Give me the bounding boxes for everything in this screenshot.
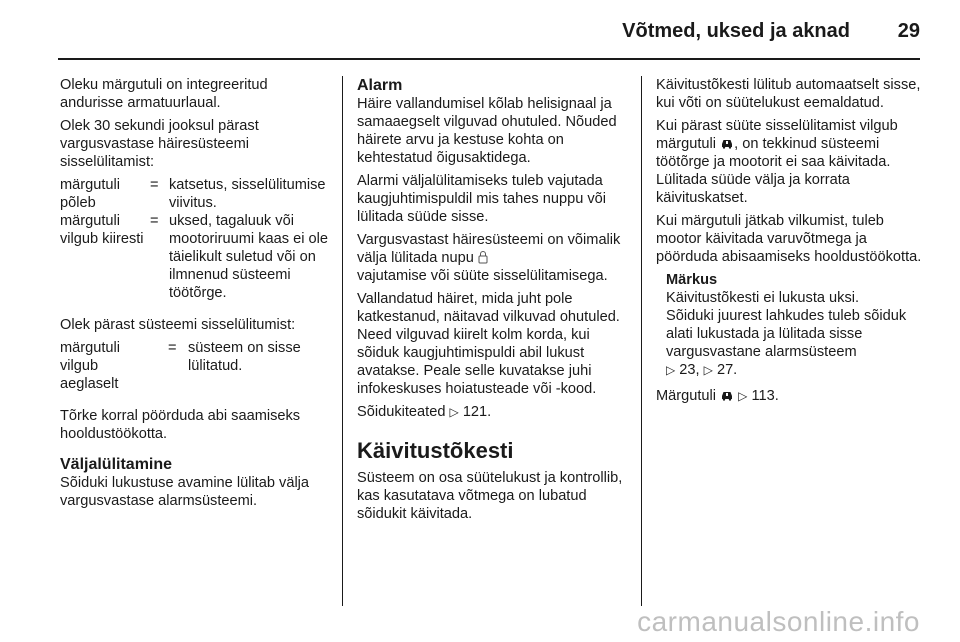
paragraph: Häire vallandumisel kõlab helisignaal ja samaaegselt vilguvad ohutuled. Nõuded häirete arvu ja kestuse kohta on kehtestatud õigusaktidega. bbox=[357, 96, 617, 166]
section-title: Võtmed, uksed ja aknad bbox=[622, 20, 850, 42]
watermark: carmanualsonline.info bbox=[637, 606, 920, 637]
heading-kaivitustokesti: Käivitustõkesti bbox=[357, 438, 514, 463]
car-key-icon bbox=[720, 389, 734, 401]
status-row bbox=[60, 176, 330, 212]
note-paragraph bbox=[666, 307, 926, 379]
heading-valjalulitamine: Väljalülitamine bbox=[60, 456, 173, 473]
paragraph: Käivitustõkesti lülitub automaatselt sisse, kui võti on süütelukust eemaldatud. bbox=[656, 77, 921, 111]
status-term: märgutuli vilgub kiiresti bbox=[60, 213, 144, 247]
status-row bbox=[60, 339, 330, 393]
paragraph: Sõiduki lukustuse avamine lülitab välja vargusvastase alarmsüsteemi. bbox=[60, 475, 310, 509]
page-reference[interactable]: 121. bbox=[462, 404, 492, 420]
note-paragraph: Käivitustõkesti ei lukusta uksi. bbox=[666, 290, 860, 306]
page-reference[interactable]: 23, bbox=[679, 362, 700, 378]
equals-sign: = bbox=[150, 177, 159, 193]
column-2 bbox=[357, 76, 629, 528]
paragraph: Süsteem on osa süütelukust ja kontrollib, kas kasutatava võtmega on lubatud sõidukit käivitada. bbox=[357, 470, 623, 522]
paragraph: Kui märgutuli jätkab vilkumist, tuleb mootor käivitada varuvõtmega ja pöörduda abisaamiseks hooldustöökotta. bbox=[656, 213, 922, 265]
paragraph bbox=[357, 231, 629, 285]
text-segment: Märgutuli bbox=[656, 388, 717, 404]
paragraph bbox=[357, 403, 629, 421]
text-segment: Vargusvastast häiresüsteemi on võimalik välja lülitada nupu bbox=[357, 232, 621, 266]
status-term: märgutuli vilgub aeglaselt bbox=[60, 340, 121, 392]
reference-arrow-icon: ▷ bbox=[666, 363, 676, 377]
paragraph bbox=[656, 117, 926, 207]
car-key-icon bbox=[720, 137, 734, 149]
paragraph: Vallandatud häiret, mida juht pole katkestanud, näitavad vilkuvad ohutuled. Need vilguvad kiirelt kolm korda, kui sõiduk kaugjuhtimispuldi abil lukust avatakse. Peale selle kuvatakse juhi infokeskuses hoiatusteade või -kood. bbox=[357, 291, 620, 397]
column-3 bbox=[656, 76, 926, 410]
note-box bbox=[666, 271, 926, 379]
column-divider-2 bbox=[641, 76, 642, 606]
status-table-1 bbox=[60, 176, 330, 302]
paragraph: Alarmi väljalülitamiseks tuleb vajutada kaugjuhtimispuldil mis tahes nuppu või lülitada süüde sisse. bbox=[357, 173, 607, 225]
status-table-2 bbox=[60, 339, 330, 393]
text-segment: vajutamise või süüte sisselülitamisega. bbox=[357, 268, 608, 284]
text-segment: Sõidukiteated bbox=[357, 404, 446, 420]
page-reference[interactable]: 27. bbox=[716, 362, 738, 378]
text-segment: , on tekkinud süsteemi töötõrge ja mootorit ei saa käivitada. Lülitada süüde välja ja korrata käivituskatset. bbox=[656, 136, 891, 206]
column-1 bbox=[60, 76, 330, 515]
heading-alarm: Alarm bbox=[357, 77, 403, 94]
page-reference[interactable]: 113. bbox=[751, 388, 779, 404]
equals-sign: = bbox=[150, 213, 159, 229]
lock-button-icon bbox=[478, 250, 488, 264]
paragraph bbox=[656, 387, 926, 405]
column-divider-1 bbox=[342, 76, 343, 606]
text-segment: Kui pärast süüte sisselülitamist vilgub märgutuli bbox=[656, 118, 898, 152]
header-divider bbox=[58, 58, 920, 60]
status-description: katsetus, sisselülitumise viivitus. bbox=[169, 177, 326, 211]
reference-arrow-icon: ▷ bbox=[703, 363, 713, 377]
paragraph: Olek 30 sekundi jooksul pärast vargusvastase häiresüsteemi sisselülitamist: bbox=[60, 118, 259, 170]
status-row bbox=[60, 212, 330, 302]
status-description: uksed, tagaluuk või mootoriruumi kaas ei ole täielikult suletud või on ilmnenud süsteemi töötõrge. bbox=[169, 213, 328, 301]
status-term: märgutuli põleb bbox=[60, 177, 121, 211]
page-number: 29 bbox=[897, 20, 920, 42]
paragraph: Oleku märgutuli on integreeritud andurisse armatuurlaual. bbox=[60, 77, 268, 111]
reference-arrow-icon: ▷ bbox=[738, 389, 748, 403]
status-description: süsteem on sisse lülitatud. bbox=[188, 340, 301, 374]
equals-sign: = bbox=[168, 340, 177, 356]
paragraph: Olek pärast süsteemi sisselülitumist: bbox=[60, 317, 296, 333]
page-header bbox=[0, 0, 960, 60]
reference-arrow-icon: ▷ bbox=[449, 405, 459, 419]
note-title: Märkus bbox=[666, 272, 718, 288]
paragraph: Tõrke korral pöörduda abi saamiseks hooldustöökotta. bbox=[60, 408, 301, 442]
text-segment: Sõiduki juurest lahkudes tuleb sõiduk alati lukustada ja lülitada sisse vargusvastane alarmsüsteem bbox=[666, 308, 907, 360]
